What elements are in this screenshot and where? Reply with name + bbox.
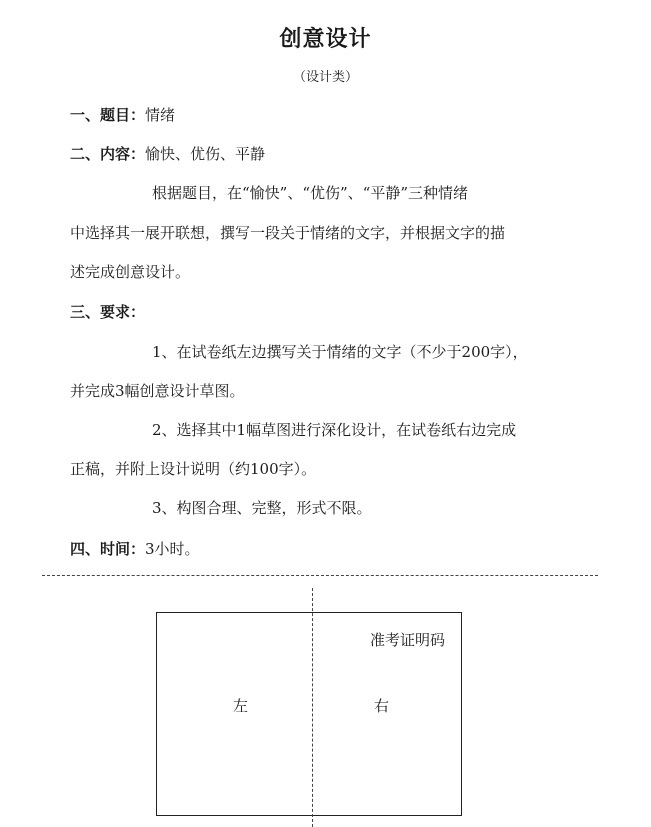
content-paragraph-line-3: 述完成创意设计。 bbox=[70, 263, 191, 281]
topic-line bbox=[70, 104, 175, 125]
document-title: 创意设计 bbox=[279, 26, 372, 52]
right-side-label: 右 bbox=[374, 697, 390, 715]
document-subtitle: （设计类） bbox=[292, 70, 358, 85]
requirement-1-line-2: 并完成3幅创意设计草图。 bbox=[70, 382, 245, 400]
content-line bbox=[70, 143, 265, 164]
content-paragraph-line-2: 中选择其一展开联想，撰写一段关于情绪的文字，并根据文字的描 bbox=[70, 224, 506, 242]
content-label: 二、内容： bbox=[70, 145, 146, 163]
exam-id-label: 准考证明码 bbox=[370, 631, 446, 649]
left-side-label: 左 bbox=[233, 697, 249, 715]
fold-dashed-line bbox=[312, 588, 313, 827]
requirement-2-line-1: 2、选择其中1幅草图进行深化设计，在试卷纸右边完成 bbox=[152, 421, 517, 439]
topic-value: 情绪 bbox=[145, 106, 176, 124]
requirements-label: 三、要求： bbox=[70, 303, 146, 321]
requirement-1-line-1: 1、在试卷纸左边撰写关于情绪的文字（不少于200字）， bbox=[152, 343, 528, 361]
requirement-2-line-2: 正稿，并附上设计说明（约100字）。 bbox=[70, 460, 317, 478]
content-value: 愉快、优伤、平静 bbox=[145, 145, 266, 163]
cut-dashed-line bbox=[42, 575, 598, 576]
topic-label: 一、题目： bbox=[70, 106, 146, 124]
time-line bbox=[70, 538, 200, 559]
requirement-3-line-1: 3、构图合理、完整，形式不限。 bbox=[152, 499, 372, 517]
time-value: 3小时。 bbox=[145, 540, 200, 558]
content-paragraph-line-1: 根据题目，在“愉快”、“优伤”、“平静”三种情绪 bbox=[152, 184, 469, 202]
time-label: 四、时间： bbox=[70, 540, 146, 558]
